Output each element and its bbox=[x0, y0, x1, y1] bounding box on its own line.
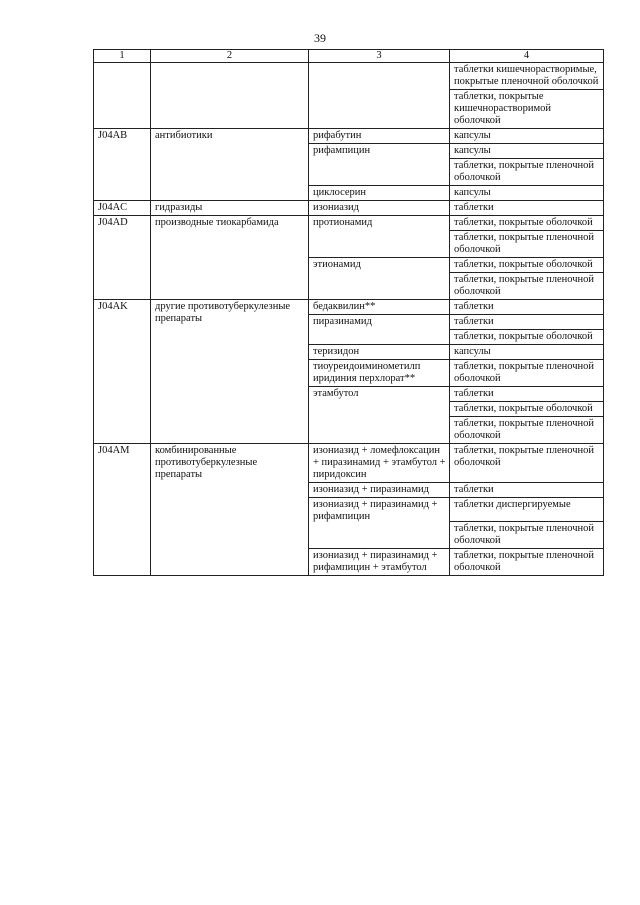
dosage-form-cell: таблетки диспергируемые bbox=[450, 498, 604, 522]
group-cell: комбинированные противотуберкулезные препараты bbox=[151, 444, 309, 576]
group-cell: антибиотики bbox=[151, 129, 309, 201]
dosage-form-cell: таблетки, покрытые пленочной оболочкой bbox=[450, 522, 604, 549]
drug-cell: рифабутин bbox=[309, 129, 450, 144]
dosage-form-cell: таблетки bbox=[450, 315, 604, 330]
drug-cell: изониазид + пиразинамид + рифампицин bbox=[309, 498, 450, 549]
dosage-form-cell: таблетки, покрытые пленочной оболочкой bbox=[450, 417, 604, 444]
table-row bbox=[94, 129, 604, 144]
dosage-form-cell: таблетки, покрытые оболочкой bbox=[450, 402, 604, 417]
dosage-form-cell: капсулы bbox=[450, 186, 604, 201]
drug-cell: пиразинамид bbox=[309, 315, 450, 345]
drug-table bbox=[93, 49, 604, 576]
dosage-form-cell: таблетки, покрытые пленочной оболочкой bbox=[450, 444, 604, 483]
dosage-form-cell: таблетки, покрытые оболочкой bbox=[450, 330, 604, 345]
dosage-form-cell: таблетки, покрытые оболочкой bbox=[450, 258, 604, 273]
drug-cell: теризидон bbox=[309, 345, 450, 360]
group-cell bbox=[151, 63, 309, 129]
dosage-form-cell: таблетки кишечнорастворимые, покрытые пленочной оболочкой bbox=[450, 63, 604, 90]
atc-code-cell: J04AB bbox=[94, 129, 151, 201]
drug-cell: изониазид bbox=[309, 201, 450, 216]
drug-cell bbox=[309, 63, 450, 129]
column-header: 4 bbox=[450, 50, 604, 63]
dosage-form-cell: таблетки, покрытые пленочной оболочкой bbox=[450, 159, 604, 186]
drug-cell: этионамид bbox=[309, 258, 450, 300]
drug-cell: изониазид + ломефлоксацин + пиразинамид + этамбутол + пиридоксин bbox=[309, 444, 450, 483]
table-row bbox=[94, 63, 604, 90]
table-row bbox=[94, 444, 604, 483]
column-header: 3 bbox=[309, 50, 450, 63]
drug-cell: бедаквилин** bbox=[309, 300, 450, 315]
dosage-form-cell: таблетки, покрытые пленочной оболочкой bbox=[450, 273, 604, 300]
dosage-form-cell: таблетки, покрытые пленочной оболочкой bbox=[450, 231, 604, 258]
dosage-form-cell: капсулы bbox=[450, 345, 604, 360]
group-cell: гидразиды bbox=[151, 201, 309, 216]
drug-cell: рифампицин bbox=[309, 144, 450, 186]
dosage-form-cell: таблетки bbox=[450, 201, 604, 216]
atc-code-cell: J04AC bbox=[94, 201, 151, 216]
atc-code-cell: J04AM bbox=[94, 444, 151, 576]
atc-code-cell: J04AK bbox=[94, 300, 151, 444]
drug-cell: изониазид + пиразинамид bbox=[309, 483, 450, 498]
drug-cell: этамбутол bbox=[309, 387, 450, 444]
dosage-form-cell: таблетки bbox=[450, 483, 604, 498]
page-number: 39 bbox=[314, 31, 326, 45]
column-header: 1 bbox=[94, 50, 151, 63]
table-row bbox=[94, 216, 604, 231]
dosage-form-cell: таблетки, покрытые пленочной оболочкой bbox=[450, 549, 604, 576]
atc-code-cell: J04AD bbox=[94, 216, 151, 300]
dosage-form-cell: таблетки, покрытые оболочкой bbox=[450, 216, 604, 231]
dosage-form-cell: таблетки bbox=[450, 387, 604, 402]
dosage-form-cell: таблетки, покрытые кишечнорастворимой оболочкой bbox=[450, 90, 604, 129]
group-cell: производные тиокарбамида bbox=[151, 216, 309, 300]
table-header-row bbox=[94, 50, 604, 63]
drug-cell: тиоуреидоиминометилп иридиния перхлорат** bbox=[309, 360, 450, 387]
drug-cell: протионамид bbox=[309, 216, 450, 258]
group-cell: другие противотуберкулезные препараты bbox=[151, 300, 309, 444]
column-header: 2 bbox=[151, 50, 309, 63]
dosage-form-cell: капсулы bbox=[450, 144, 604, 159]
dosage-form-cell: капсулы bbox=[450, 129, 604, 144]
dosage-form-cell: таблетки, покрытые пленочной оболочкой bbox=[450, 360, 604, 387]
table-row bbox=[94, 201, 604, 216]
drug-cell: изониазид + пиразинамид + рифампицин + этамбутол bbox=[309, 549, 450, 576]
dosage-form-cell: таблетки bbox=[450, 300, 604, 315]
drug-cell: циклосерин bbox=[309, 186, 450, 201]
table-row bbox=[94, 300, 604, 315]
atc-code-cell bbox=[94, 63, 151, 129]
